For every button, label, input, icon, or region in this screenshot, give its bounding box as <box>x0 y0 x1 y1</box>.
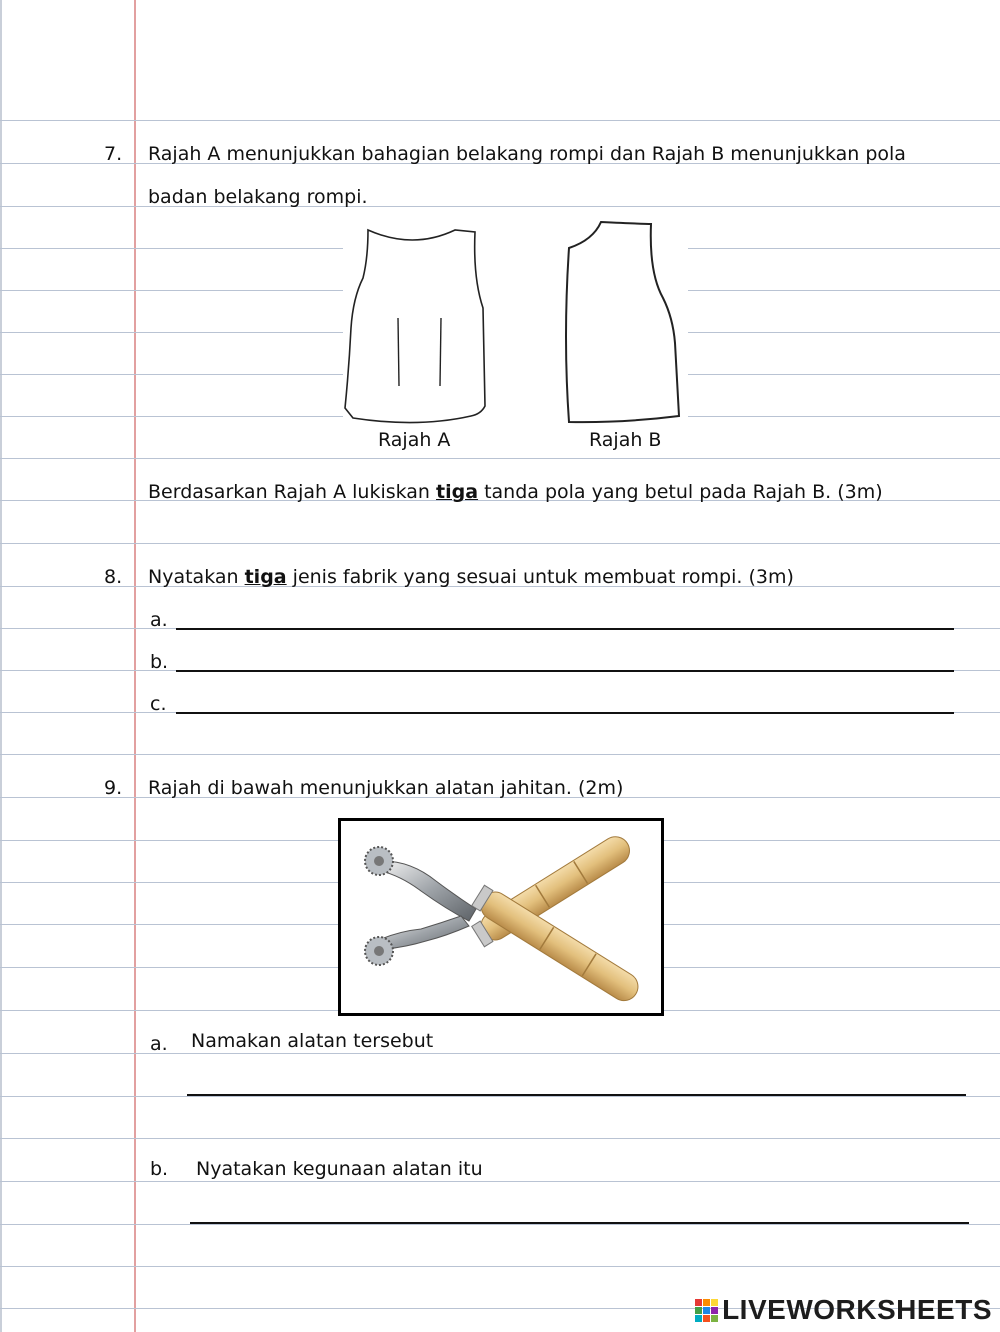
question-8-text <box>148 565 794 589</box>
vest-back-outline <box>345 230 485 423</box>
ruled-line <box>0 1181 1000 1182</box>
instruction-text-pre: Berdasarkan Rajah A lukiskan <box>148 481 437 503</box>
q9-part-b-label: b. <box>150 1158 169 1180</box>
vest-figure <box>343 218 688 458</box>
question-8-number: 8. <box>104 566 123 588</box>
question-7-number: 7. <box>104 143 123 165</box>
metal-arm-lower <box>381 916 469 949</box>
margin-line <box>134 0 136 1332</box>
question-7-text-line1: Rajah A menunjukkan bahagian belakang rompi dan Rajah B menunjukkan pola <box>148 143 906 165</box>
q9-part-a-text: Namakan alatan tersebut <box>191 1030 434 1052</box>
tracing-wheel-image <box>341 821 655 1007</box>
q8-emphasis: tiga <box>244 566 287 588</box>
instruction-text-post: tanda pola yang betul pada Rajah B. (3m) <box>478 481 883 503</box>
ruled-line <box>0 458 1000 459</box>
metal-arm-upper <box>381 861 476 921</box>
vest-dart-left <box>398 318 399 386</box>
instruction-emphasis: tiga <box>436 481 479 503</box>
wheel-lower-icon <box>365 937 393 965</box>
vest-dart-right <box>440 318 441 386</box>
question-9-number: 9. <box>104 777 123 799</box>
ruled-line <box>0 1224 1000 1225</box>
ruled-line <box>0 1096 1000 1097</box>
q8-answer-c-input[interactable] <box>176 712 954 714</box>
ruled-line <box>0 1266 1000 1267</box>
q9-part-a-label: a. <box>150 1033 168 1055</box>
caption-rajah-a: Rajah A <box>378 429 451 451</box>
q8-answer-b-input[interactable] <box>176 670 954 672</box>
q8-text-post: jenis fabrik yang sesuai untuk membuat rompi. (3m) <box>286 566 794 588</box>
question-9-text: Rajah di bawah menunjukkan alatan jahitan. (2m) <box>148 777 624 799</box>
tracing-wheel-photo <box>338 818 664 1016</box>
caption-rajah-b: Rajah B <box>589 429 662 451</box>
pattern-back-outline <box>566 222 679 422</box>
q9-answer-a-input[interactable] <box>187 1094 966 1096</box>
q9-part-b-text: Nyatakan kegunaan alatan itu <box>196 1158 483 1180</box>
q8-answer-a-input[interactable] <box>176 628 954 630</box>
wheel-upper-icon <box>365 847 393 875</box>
ruled-line <box>0 1138 1000 1139</box>
q9-answer-b-input[interactable] <box>190 1222 969 1224</box>
question-7-instruction <box>148 480 883 504</box>
liveworksheets-logo <box>695 1294 992 1326</box>
question-7-text-line2: badan belakang rompi. <box>148 186 368 208</box>
vest-drawings <box>343 218 688 458</box>
logo-text: LIVEWORKSHEETS <box>722 1294 992 1325</box>
ruled-line <box>0 754 1000 755</box>
q8-option-b-label: b. <box>150 651 169 673</box>
ruled-line <box>0 543 1000 544</box>
q8-option-a-label: a. <box>150 609 168 631</box>
q8-option-c-label: c. <box>150 693 167 715</box>
logo-grid-icon <box>695 1299 718 1322</box>
q8-text-pre: Nyatakan <box>148 566 245 588</box>
page-left-edge <box>0 0 2 1332</box>
ruled-line <box>0 120 1000 121</box>
